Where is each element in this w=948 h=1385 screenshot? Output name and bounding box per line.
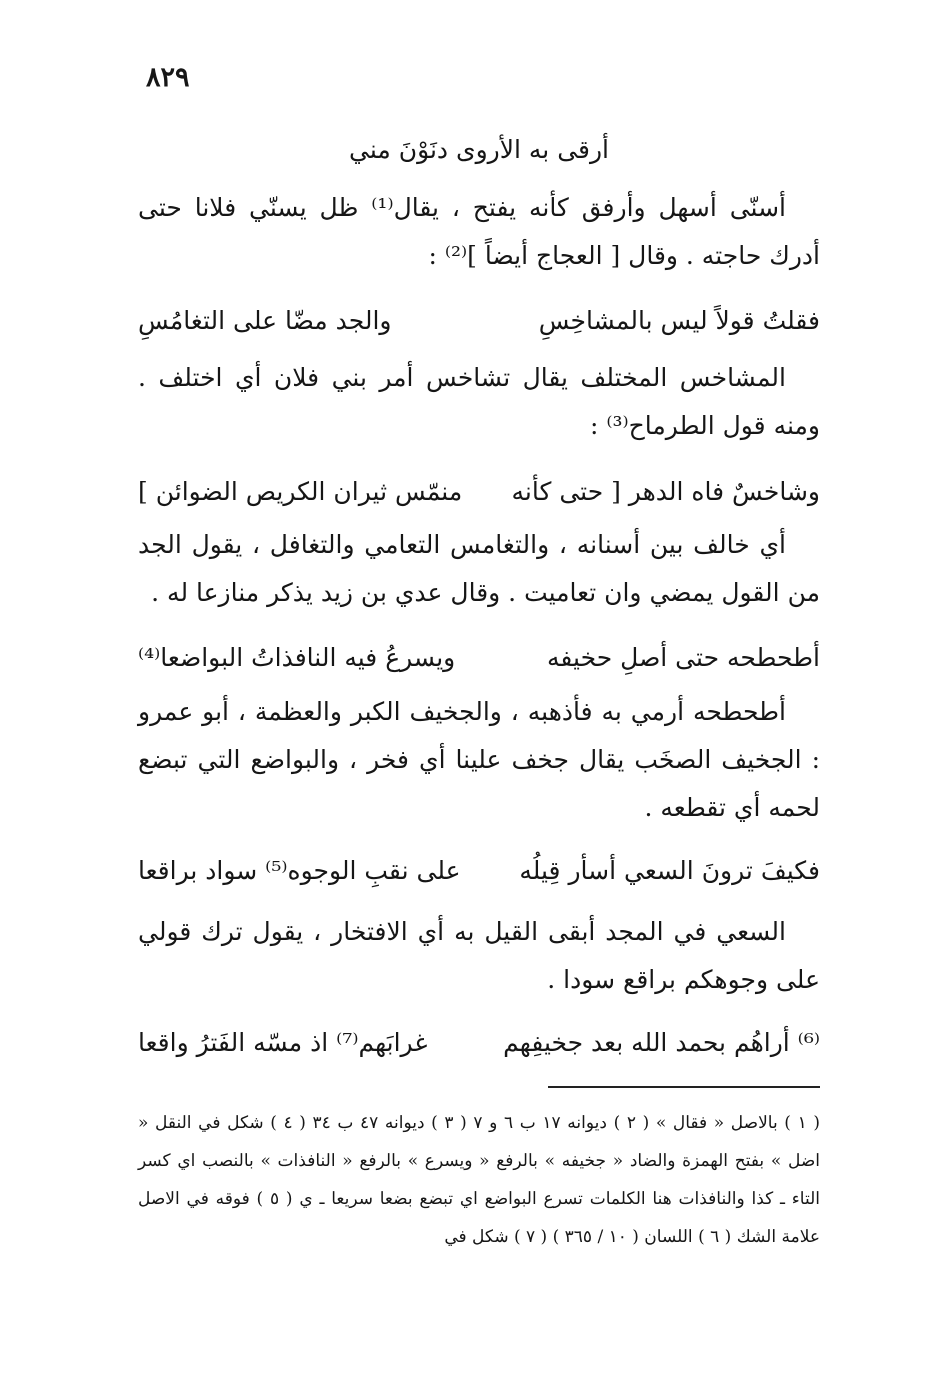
commentary-paragraph: السعي في المجد أبقى القيل به أي الافتخار ، يقول ترك قولي على وجوهكم براقع سودا .	[138, 917, 820, 994]
verse-first-hemistich: فكيفَ ترونَ السعي أسأر قِيلُه	[519, 856, 820, 885]
verse-couplet	[138, 851, 820, 891]
commentary-paragraph: أسنّى أسهل وأرفق كأنه يفتح ، يقال⁽¹⁾ ظل يسنّي فلانا حتى أدرك حاجته . وقال [ العجاج أيضاً ]⁽²⁾ :	[138, 193, 820, 270]
verse-first-hemistich: أطحطحه حتى أصلِ حخيفه	[547, 643, 820, 672]
verse-couplet	[138, 638, 820, 678]
verse-second-hemistich: منمّس ثيران الكريص الضوائن ]	[138, 477, 463, 506]
verse-couplet	[138, 472, 820, 512]
verse-first-hemistich: وشاخسٌ فاه الدهر [ حتى كأنه	[511, 477, 820, 506]
footnote-separator	[548, 1086, 820, 1088]
verse-second-hemistich: على نقبِ الوجوه⁽⁵⁾ سواد براقعا	[138, 856, 461, 885]
verse-second-hemistich: والجد مضّا على التغامُسِ	[138, 306, 392, 335]
commentary-paragraph: أي خالف بين أسنانه ، والتغامس التعامي والتغافل ، يقول الجد من القول يمضي وان تعاميت . وقال عدي بن زيد يذكر منازعا له .	[138, 530, 820, 607]
verse-second-hemistich: غرابَهم⁽⁷⁾ اذ مسّه الفَترُ واقعا	[138, 1028, 428, 1057]
commentary-paragraph: أطحطحه أرمي به فأذهبه ، والجخيف الكبر والعظمة ، أبو عمرو : الجخيف الصخَب يقال جخف علينا أي فخر ، والبواضع التي تبضع لحمه أي تقطعه .	[138, 697, 820, 822]
commentary-paragraph: المشاخس المختلف يقال تشاخس أمر بني فلان أي اختلف . ومنه قول الطرماح⁽³⁾ :	[138, 363, 820, 440]
verse-couplet	[138, 301, 820, 341]
verse-first-hemistich: فقلتُ قولاً ليس بالمشاخِسِ	[538, 306, 820, 335]
verse-couplet	[138, 1023, 820, 1063]
verse-second-hemistich: ويسرعُ فيه النافذاتُ البواضعا⁽⁴⁾	[138, 643, 456, 672]
verse-first-hemistich: ⁽⁶⁾ أراهُم بحمد الله بعد جخيفِهم	[503, 1028, 820, 1057]
page-number: ٨٢٩	[146, 62, 190, 93]
verse-line: أرقى به الأروى دنَوْنَ مني	[348, 135, 609, 164]
footnotes: ( ١ ) بالاصل « فقال » ( ٢ ) ديوانه ١٧ ب ٦ و ٧ ( ٣ ) ديوانه ٤٧ ب ٣٤ ( ٤ ) شكل في النقل « اضل » بفتح الهمزة والضاد « جخيفه » بالرفع « ويسرع » بالرفع « النافذات » بالنصب اي كسر التاء ـ كذا والنافذات هنا الكلمات تسرع البواضع اي تبضع بضعا سريعا ـ ي ( ٥ ) فوقه في الاصل علامة الشك ( ٦ ) اللسان ( ١٠ / ٣٦٥ ) ( ٧ ) شكل في	[138, 1113, 820, 1247]
